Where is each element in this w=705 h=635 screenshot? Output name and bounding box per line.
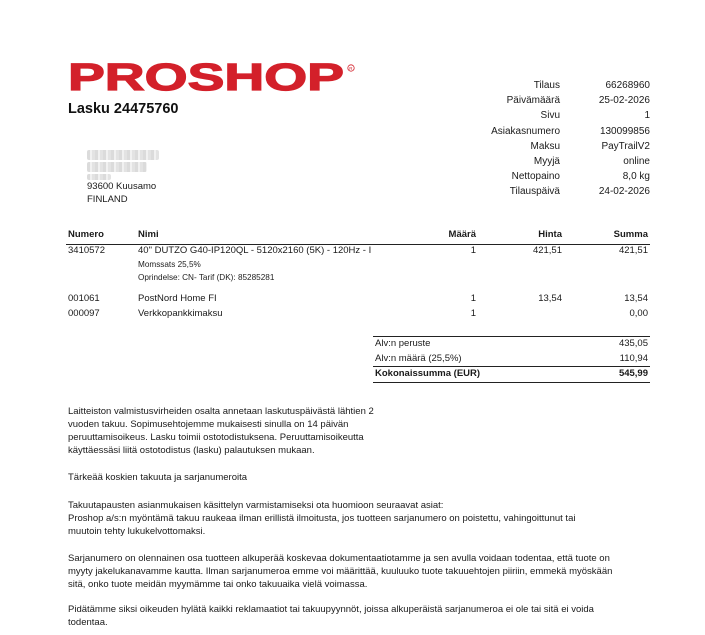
invoice-meta bbox=[440, 78, 650, 200]
invoice-title: Lasku 24475760 bbox=[68, 101, 179, 117]
logo-text: PROSHOP bbox=[68, 60, 344, 96]
col-price: Hinta bbox=[478, 226, 564, 245]
table-row: 001061 PostNord Home FI 1 13,54 13,54 bbox=[68, 293, 648, 304]
col-sum: Summa bbox=[564, 226, 650, 245]
col-number: Numero bbox=[66, 226, 136, 245]
col-qty: Määrä bbox=[416, 226, 478, 245]
col-name: Nimi bbox=[136, 226, 416, 245]
customer-address bbox=[87, 148, 159, 207]
table-header-row bbox=[66, 226, 650, 245]
important-heading: Tärkeää koskien takuuta ja sarjanumeroita bbox=[68, 472, 248, 483]
warranty-paragraph: Laitteiston valmistusvirheiden osalta annetaan laskutuspäivästä lähtien 2 vuoden takuu. Sopimusehtojemme mukaisesti sinulla on 14 päivän peruuttamisoikeus. Lasku toimii ostotodistuksena. Peruuttamisoikeutta käyttäessäsi liitä ostotodistus (lasku) palautuksen mukaan. bbox=[68, 406, 374, 456]
redacted-name bbox=[87, 150, 159, 160]
total-vat-amount: Alv:n määrä (25,5%) 110,94 bbox=[375, 352, 648, 364]
total-grand: Kokonaissumma (EUR) 545,99 bbox=[373, 366, 650, 383]
meta-row-page: Sivu 1 bbox=[540, 110, 650, 122]
svg-text:R: R bbox=[349, 65, 353, 71]
address-city: 93600 Kuusamo bbox=[87, 181, 157, 192]
redacted-street bbox=[87, 162, 147, 172]
redacted-extra bbox=[87, 174, 111, 180]
meta-row-order-date: Tilauspäivä 24-02-2026 bbox=[509, 186, 650, 198]
meta-row-order: Tilaus 66268960 bbox=[533, 80, 650, 91]
table-row: 3410572 40" DUTZO G40-IP120QL - 5120x2160 (5K) - 120Hz - I Momssats 25,5% Oprindelse: CN- Tarif (DK): 85285281 1 421,51 421,51 bbox=[68, 245, 648, 282]
meta-row-payment: Maksu PayTrailV2 bbox=[530, 140, 650, 152]
meta-row-date: Päivämäärä 25-02-2026 bbox=[506, 95, 650, 107]
totals-block bbox=[373, 336, 650, 383]
serial-paragraph-2: Sarjanumero on olennainen osa tuotteen alkuperää koskevaa dokumentaatiotamme ja sen avulla voidaan todentaa, että tuote on myyty jakelukanavamme kautta. Ilman sarjanumeroa emme voi määrittää, kuuluuko tuote takuuehtojen piiriin, emmekä myöskään sitä, onko tuote meidän myymämme tai onko takuuaika vielä voimassa. bbox=[68, 553, 613, 590]
table-row: 000097 Verkkopankkimaksu 1 0,00 bbox=[68, 308, 648, 319]
meta-row-weight: Nettopaino 8,0 kg bbox=[511, 171, 650, 183]
meta-row-customer: Asiakasnumero 130099856 bbox=[491, 125, 650, 137]
meta-row-seller: Myyjä online bbox=[533, 156, 650, 168]
total-vat-base: Alv:n peruste 435,05 bbox=[373, 336, 650, 352]
line-items-table bbox=[66, 226, 650, 319]
serial-paragraph-3: Pidätämme siksi oikeuden hylätä kaikki reklamaatiot tai takuupyynnöt, joissa alkuperäistä sarjanumeroa ei ole tai sitä ei voida todentaa. bbox=[68, 604, 594, 628]
proshop-logo bbox=[68, 60, 358, 96]
serial-paragraph-1: Takuutapausten asianmukaisen käsittelyn varmistamiseksi ota huomioon seuraavat asiat: Proshop a/s:n myöntämä takuu raukeaa ilman erillistä ilmoitusta, jos tuotteen sarjanumero on poistettu, vahingoittunut tai muutoin tehty lukukelvottomaksi. bbox=[68, 500, 576, 537]
address-country: FINLAND bbox=[87, 193, 128, 205]
